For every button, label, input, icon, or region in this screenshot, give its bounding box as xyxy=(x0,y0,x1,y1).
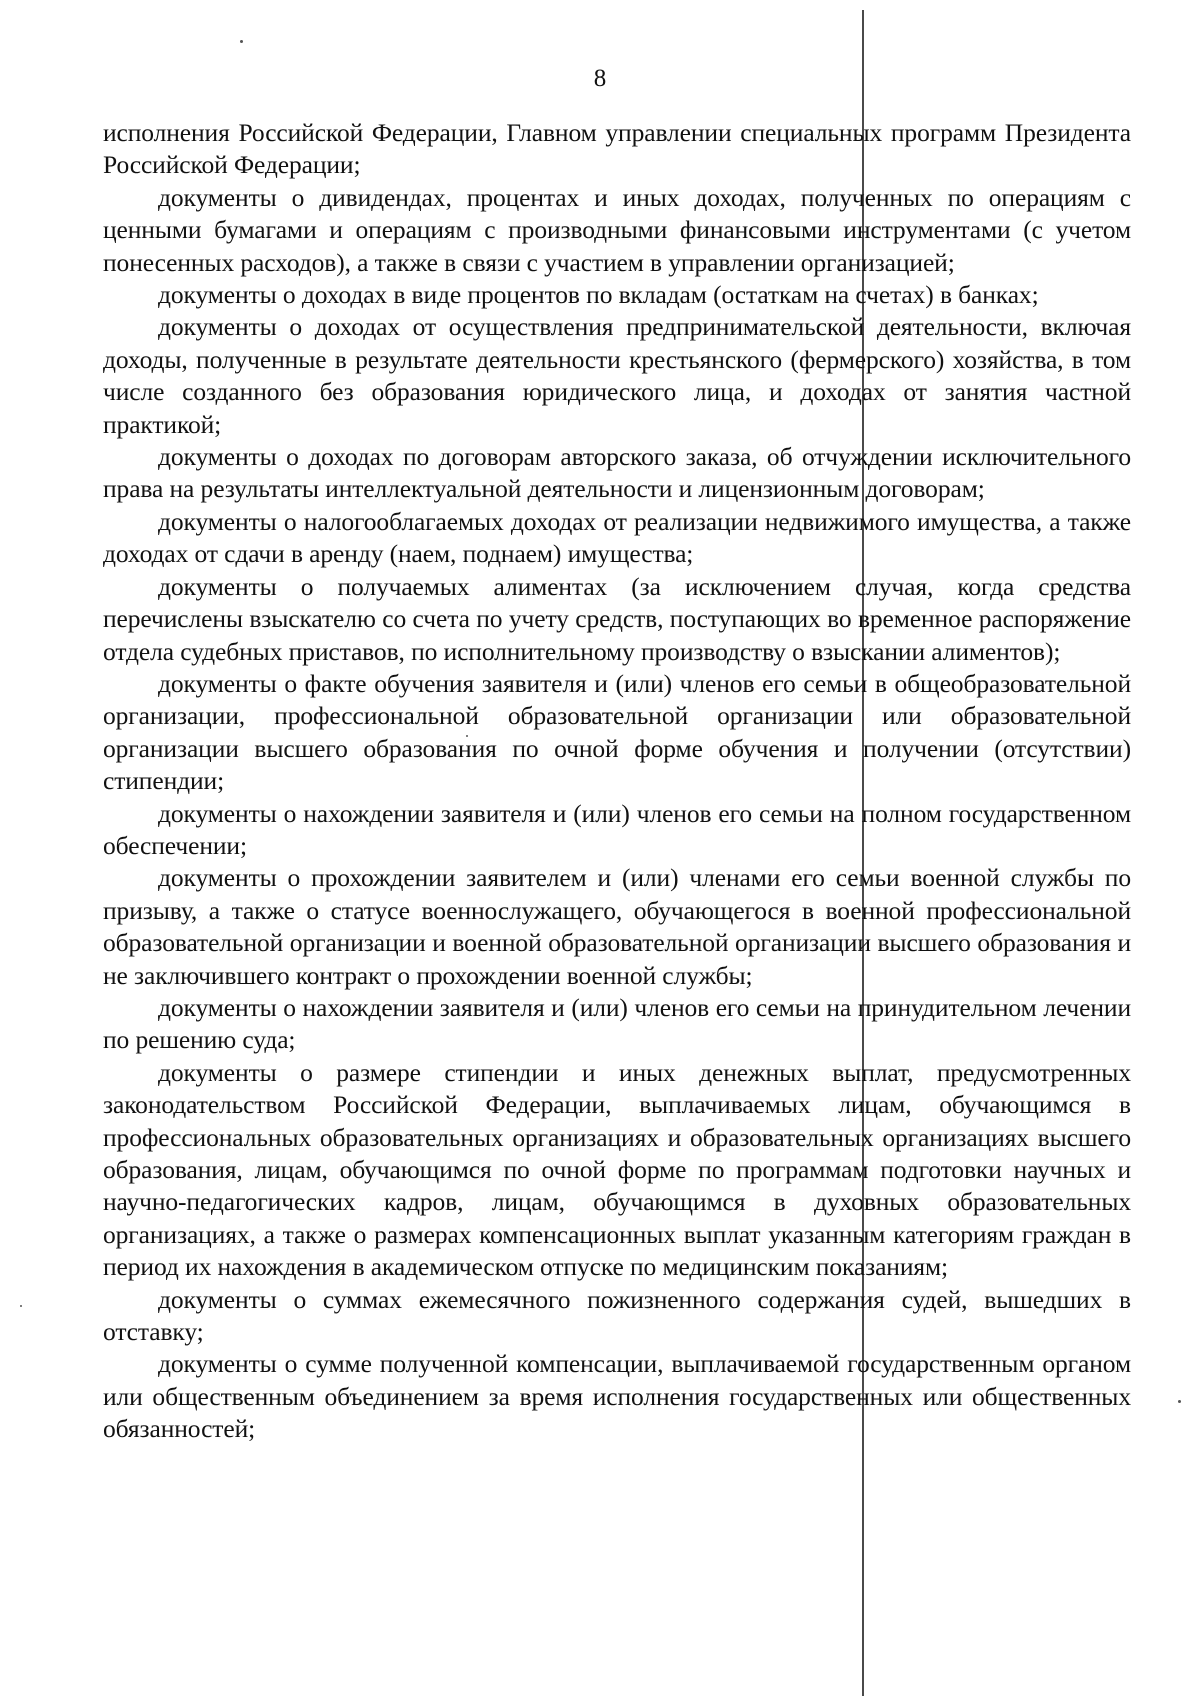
paragraph: документы о доходах в виде процентов по вкладам (остаткам на счетах) в банках; xyxy=(158,280,1039,310)
scan-speck xyxy=(240,40,243,43)
paragraph: документы о нахождении заявителя и (или) членов его семьи на принудительном лечении по решению суда; xyxy=(103,992,1131,1055)
scan-speck xyxy=(20,1305,22,1307)
paragraph: документы о сумме полученной компенсации, выплачиваемой государственным органом или общественным объединением за время исполнения государственных или общественных обязанностей; xyxy=(103,1349,1131,1444)
scan-speck xyxy=(1178,1400,1181,1403)
paragraph: документы о факте обучения заявителя и (или) членов его семьи в общеобразовательной организации, профессиональной образовательной организации или образовательной организации высшего образования по очной форме обучения и получении (отсутствии) стипендии; xyxy=(103,668,1131,796)
paragraph: документы о доходах по договорам авторского заказа, об отчуждении исключительного права на результаты интеллектуальной деятельности и лицензионным договорам; xyxy=(103,442,1131,504)
paragraph: документы о налогооблагаемых доходах от реализации недвижимого имущества, а также доходах от сдачи в аренду (наем, поднаем) имущества; xyxy=(103,506,1131,569)
paragraph: документы о нахождении заявителя и (или) членов его семьи на полном государственном обеспечении; xyxy=(103,798,1131,860)
page-number: 8 xyxy=(593,65,607,92)
body-text xyxy=(103,117,1131,1446)
paragraph: документы о суммах ежемесячного пожизненного содержания судей, вышедших в отставку; xyxy=(103,1284,1131,1347)
paragraph: документы о размере стипендии и иных денежных выплат, предусмотренных законодательством Российской Федерации, выплачиваемых лицам, обучающимся в профессиональных образовательных организациях и образовательных организациях высшего образования, лицам, обучающимся по очной форме по программам подготовки научных и научно-педагогических кадров, лицам, обучающимся в духовных образовательных организациях, а также о размерах компенсационных выплат указанным категориям граждан в период их нахождения в академическом отпуске по медицинским показаниям; xyxy=(103,1057,1131,1282)
paragraph: документы о доходах от осуществления предпринимательской деятельности, включая доходы, полученные в результате деятельности крестьянского (фермерского) хозяйства, в том числе созданного без образования юридического лица, и доходах от занятия частной практикой; xyxy=(103,312,1131,439)
paragraph: документы о получаемых алиментах (за исключением случая, когда средства перечислены взыскателю со счета по учету средств, поступающих во временное распоряжение отдела судебных приставов, по исполнительному производству о взыскании алиментов); xyxy=(103,571,1131,666)
paragraph: документы о прохождении заявителем и (или) членами его семьи военной службы по призыву, а также о статусе военнослужащего, обучающегося в военной профессиональной образовательной организации и военной образовательной организации высшего образования и не заключившего контракт о прохождении военной службы; xyxy=(103,863,1131,990)
paragraph: документы о дивидендах, процентах и иных доходах, полученных по операциям с ценными бумагами и операциям с производными финансовыми инструментами (с учетом понесенных расходов), а также в связи с участием в управлении организацией; xyxy=(103,182,1131,277)
paragraph: исполнения Российской Федерации, Главном управлении специальных программ Президента Российской Федерации; xyxy=(103,118,1131,180)
